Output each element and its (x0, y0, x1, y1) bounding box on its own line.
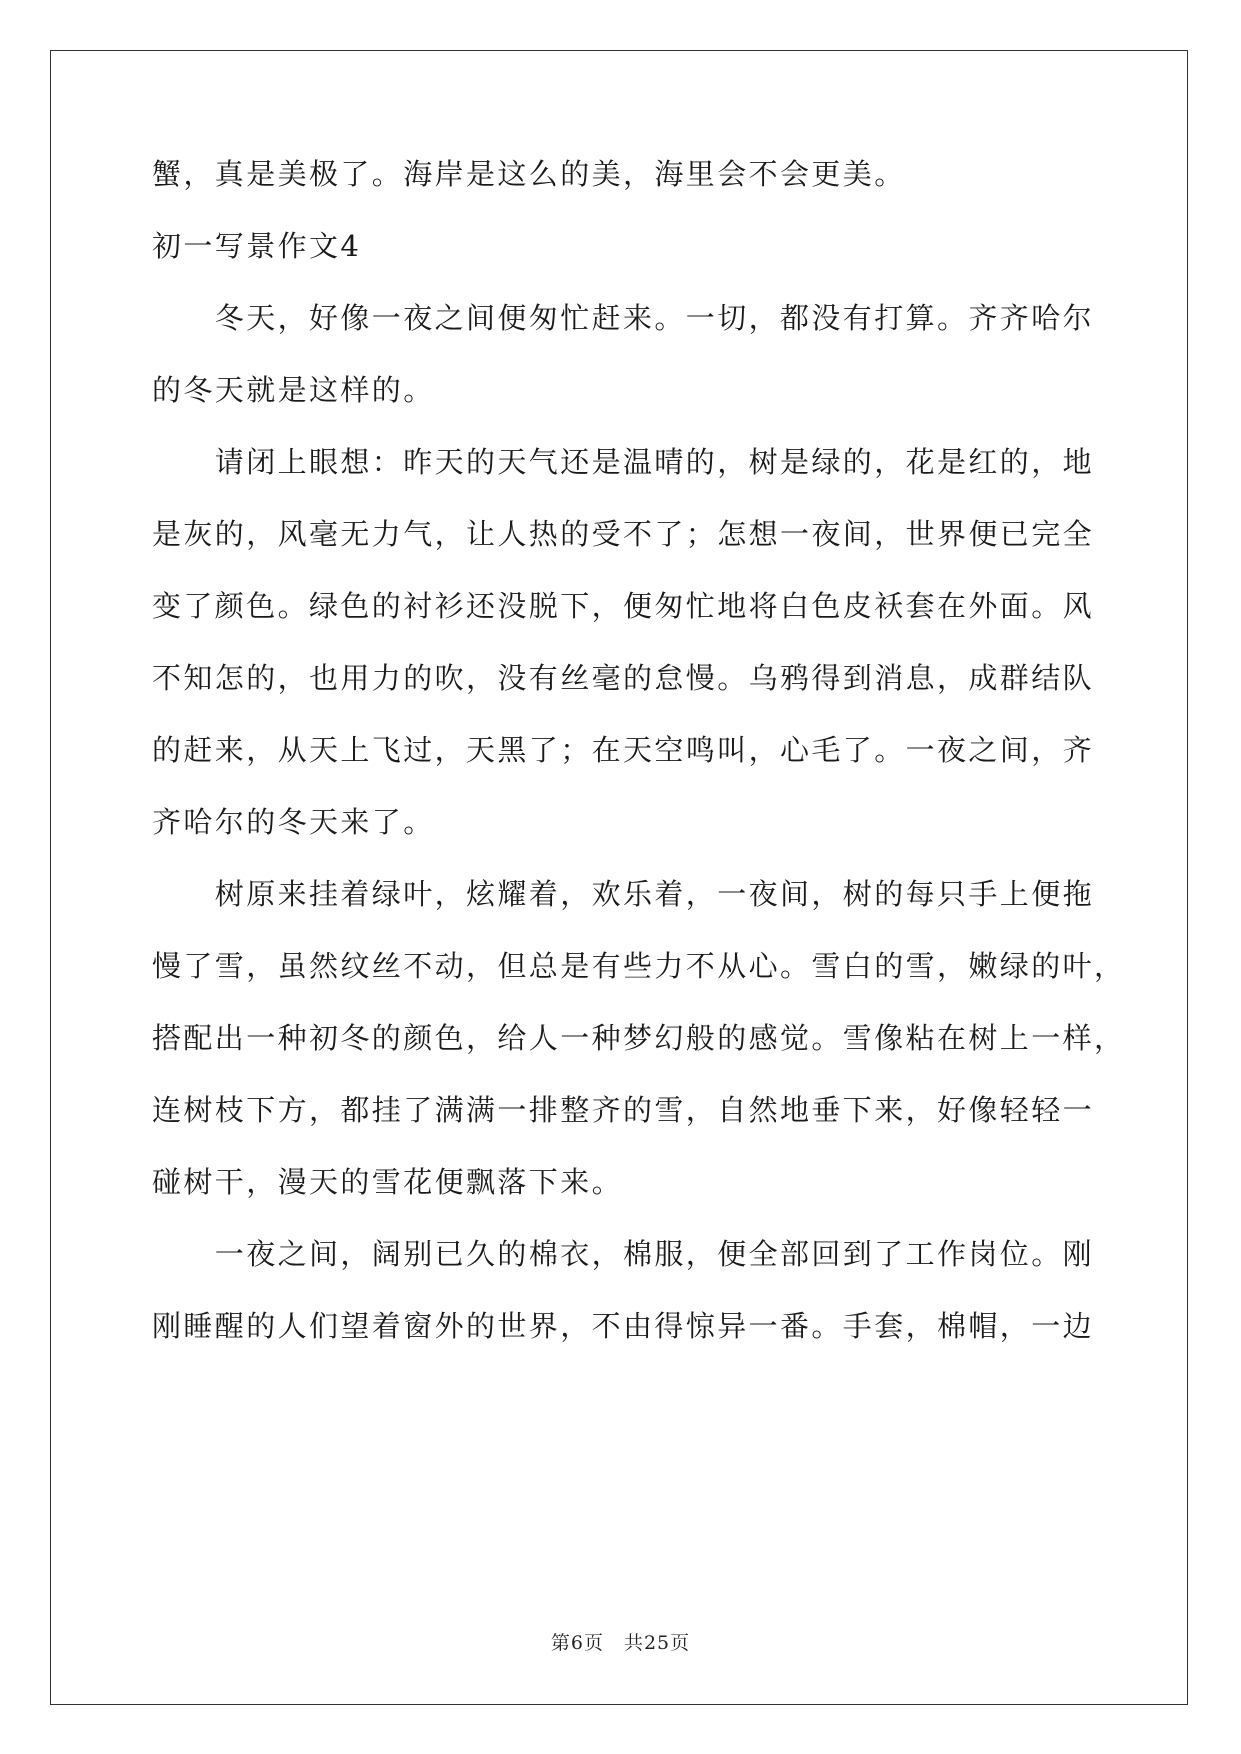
text-line: 请闭上眼想：昨天的天气还是温晴的，树是绿的，花是红的，地 (152, 445, 1095, 479)
page-number: 第6页 共25页 (550, 1632, 691, 1654)
text-line: 慢了雪，虽然纹丝不动，但总是有些力不从心。雪白的雪，嫩绿的叶， (152, 949, 1126, 983)
text-line: 连树枝下方，都挂了满满一排整齐的雪，自然地垂下来，好像轻轻一 (152, 1093, 1095, 1127)
section-heading: 初一写景作文4 (152, 229, 362, 263)
text-line: 的冬天就是这样的。 (152, 373, 435, 407)
text-line: 蟹，真是美极了。海岸是这么的美，海里会不会更美。 (152, 157, 906, 191)
text-line: 搭配出一种初冬的颜色，给人一种梦幻般的感觉。雪像粘在树上一样， (152, 1021, 1126, 1055)
text-line: 是灰的，风毫无力气，让人热的受不了；怎想一夜间，世界便已完全 (152, 517, 1095, 551)
text-line: 碰树干，漫天的雪花便飘落下来。 (152, 1165, 624, 1199)
text-line: 树原来挂着绿叶，炫耀着，欢乐着，一夜间，树的每只手上便拖 (152, 877, 1095, 911)
text-line: 的赶来，从天上飞过，天黑了；在天空鸣叫，心毛了。一夜之间，齐 (152, 733, 1095, 767)
text-line: 齐哈尔的冬天来了。 (152, 805, 435, 839)
text-line: 变了颜色。绿色的衬衫还没脱下，便匆忙地将白色皮袄套在外面。风 (152, 589, 1095, 623)
text-line: 刚睡醒的人们望着窗外的世界，不由得惊异一番。手套，棉帽，一边 (152, 1309, 1095, 1343)
page-footer (0, 1628, 1241, 1655)
text-line: 冬天，好像一夜之间便匆忙赶来。一切，都没有打算。齐齐哈尔 (152, 301, 1095, 335)
text-line: 一夜之间，阔别已久的棉衣，棉服，便全部回到了工作岗位。刚 (152, 1237, 1095, 1271)
text-line: 不知怎的，也用力的吹，没有丝毫的怠慢。乌鸦得到消息，成群结队 (152, 661, 1095, 695)
